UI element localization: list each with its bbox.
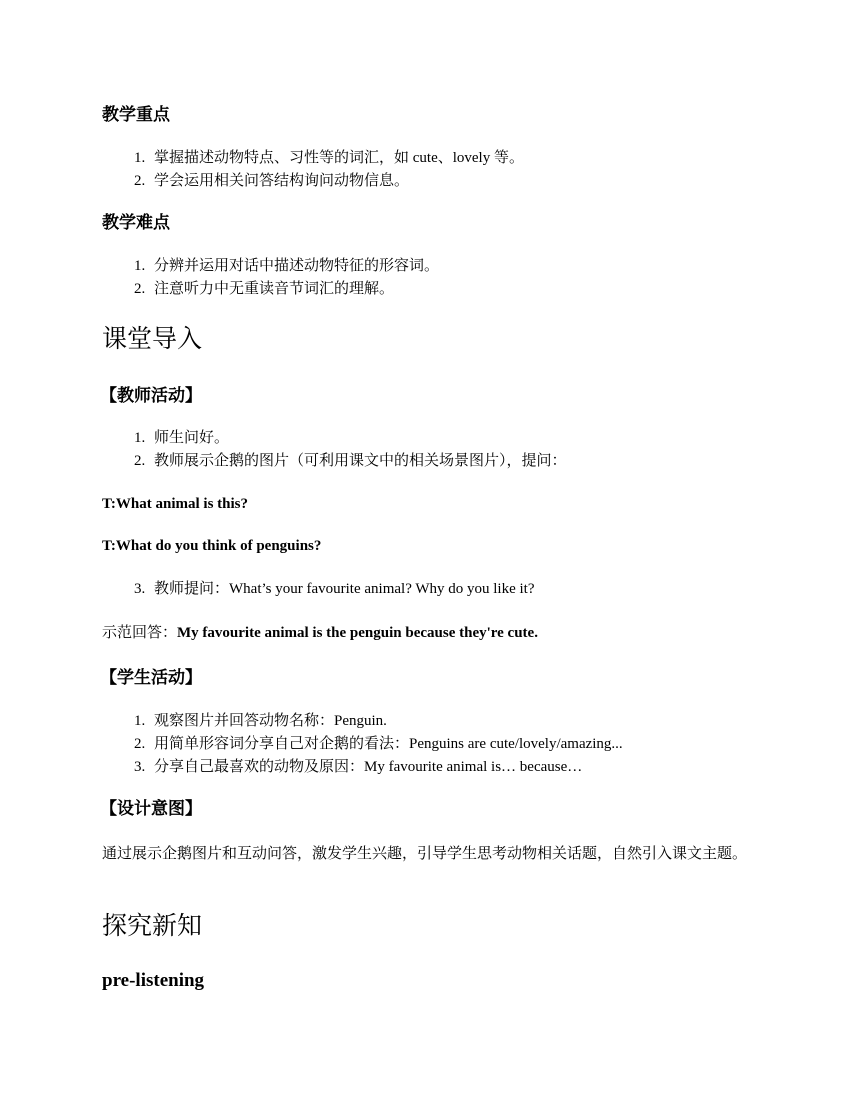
sample-answer-text: My favourite animal is the penguin because they're cute. <box>177 625 538 641</box>
difficulty-heading: 教学难点 <box>102 213 170 232</box>
design-intent-text: 通过展示企鹅图片和互动问答，激发学生兴趣，引导学生思考动物相关话题，自然引入课文主题。 <box>102 846 748 862</box>
student-item-2: 2. 用简单形容词分享自己对企鹅的看法：Penguins are cute/lovely/amazing... <box>134 736 623 752</box>
pre-listening-heading: pre-listening <box>102 970 205 991</box>
explore-heading: 探究新知 <box>102 913 203 940</box>
teacher-item-1: 1. 师生问好。 <box>134 430 230 446</box>
difficulty-item-2: 2. 注意听力中无重读音节词汇的理解。 <box>134 281 395 297</box>
teacher-item-2: 2. 教师展示企鹅的图片（可利用课文中的相关场景图片），提问： <box>134 453 567 469</box>
focus-heading: 教学重点 <box>102 105 170 124</box>
teacher-question-2: T:What do you think of penguins? <box>102 538 322 554</box>
design-intent-heading: 【设计意图】 <box>100 799 202 818</box>
teacher-activity-heading: 【教师活动】 <box>100 386 202 405</box>
sample-answer-label: 示范回答： <box>102 625 178 641</box>
focus-item-1: 1. 掌握描述动物特点、习性等的词汇，如 cute、lovely 等。 <box>134 150 524 166</box>
difficulty-item-1: 1. 分辨并运用对话中描述动物特征的形容词。 <box>134 258 440 274</box>
focus-item-2: 2. 学会运用相关问答结构询问动物信息。 <box>134 173 410 189</box>
teacher-question-1: T:What animal is this? <box>102 496 248 512</box>
teacher-item-3: 3. 教师提问：What’s your favourite animal? Why do you like it? <box>134 581 535 597</box>
intro-heading: 课堂导入 <box>102 326 203 353</box>
sample-answer <box>102 623 538 643</box>
student-item-1: 1. 观察图片并回答动物名称：Penguin. <box>134 713 387 729</box>
student-activity-heading: 【学生活动】 <box>100 668 202 687</box>
student-item-3: 3. 分享自己最喜欢的动物及原因：My favourite animal is… because… <box>134 759 583 775</box>
